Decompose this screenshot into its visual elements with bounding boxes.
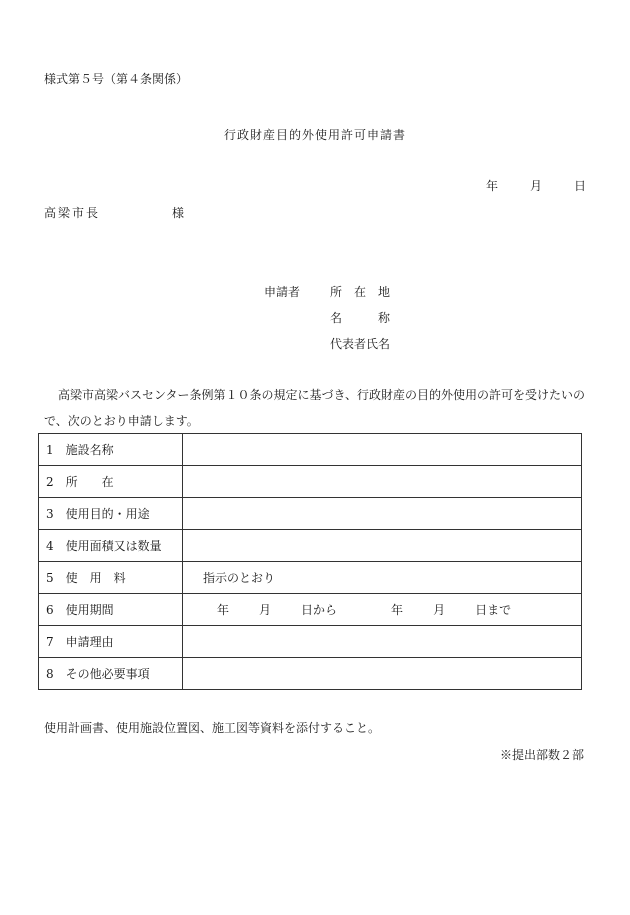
addressee-honorific: 様 bbox=[172, 206, 185, 220]
row-label-facility-name: 1 施設名称 bbox=[39, 434, 183, 466]
period-start-day: 日から bbox=[301, 603, 338, 617]
period-end-year: 年 bbox=[391, 603, 404, 617]
row-value-facility-name[interactable] bbox=[183, 434, 582, 466]
row-value-period[interactable] bbox=[183, 594, 582, 626]
period-end-month: 月 bbox=[433, 603, 446, 617]
addressee-mayor: 高梁市長 bbox=[44, 206, 101, 220]
addressee bbox=[44, 204, 184, 221]
document-title: 行政財産目的外使用許可申請書 bbox=[223, 128, 406, 142]
date-line bbox=[486, 177, 586, 194]
table-row bbox=[39, 498, 582, 530]
applicant-label: 申請者 bbox=[264, 285, 301, 299]
application-statement: 高梁市高梁バスセンター条例第１０条の規定に基づき、行政財産の目的外使用の許可を受けたいので、次のとおり申請します。 bbox=[44, 388, 586, 428]
copies-note: ※提出部数２部 bbox=[499, 748, 584, 762]
table-row bbox=[39, 594, 582, 626]
row-value-location[interactable] bbox=[183, 466, 582, 498]
row-label-purpose: 3 使用目的・用途 bbox=[39, 498, 183, 530]
table-row bbox=[39, 658, 582, 690]
period-start-month: 月 bbox=[259, 603, 272, 617]
row-value-area[interactable] bbox=[183, 530, 582, 562]
table-row bbox=[39, 530, 582, 562]
row-label-location: 2 所 在 bbox=[39, 466, 183, 498]
row-label-area: 4 使用面積又は数量 bbox=[39, 530, 183, 562]
application-table bbox=[38, 433, 582, 690]
attachment-note: 使用計画書、使用施設位置図、施工図等資料を添付すること。 bbox=[44, 721, 381, 735]
date-month: 月 bbox=[529, 179, 542, 193]
row-label-reason: 7 申請理由 bbox=[39, 626, 183, 658]
row-value-other[interactable] bbox=[183, 658, 582, 690]
table-row bbox=[39, 466, 582, 498]
table-row bbox=[39, 626, 582, 658]
applicant-address-label: 所 在 地 bbox=[330, 285, 391, 299]
row-value-fee: 指示のとおり bbox=[183, 562, 582, 594]
form-number: 様式第５号（第４条関係） bbox=[44, 72, 189, 86]
table-row bbox=[39, 562, 582, 594]
table-row bbox=[39, 434, 582, 466]
row-value-purpose[interactable] bbox=[183, 498, 582, 530]
date-year: 年 bbox=[485, 179, 498, 193]
period-start-year: 年 bbox=[217, 603, 230, 617]
row-label-other: 8 その他必要事項 bbox=[39, 658, 183, 690]
row-label-fee: 5 使 用 料 bbox=[39, 562, 183, 594]
applicant-representative-label: 代表者氏名 bbox=[330, 337, 391, 351]
row-value-reason[interactable] bbox=[183, 626, 582, 658]
period-end-day: 日まで bbox=[475, 603, 512, 617]
row-label-period: 6 使用期間 bbox=[39, 594, 183, 626]
applicant-name-label: 名 称 bbox=[330, 311, 391, 325]
date-day: 日 bbox=[573, 179, 586, 193]
